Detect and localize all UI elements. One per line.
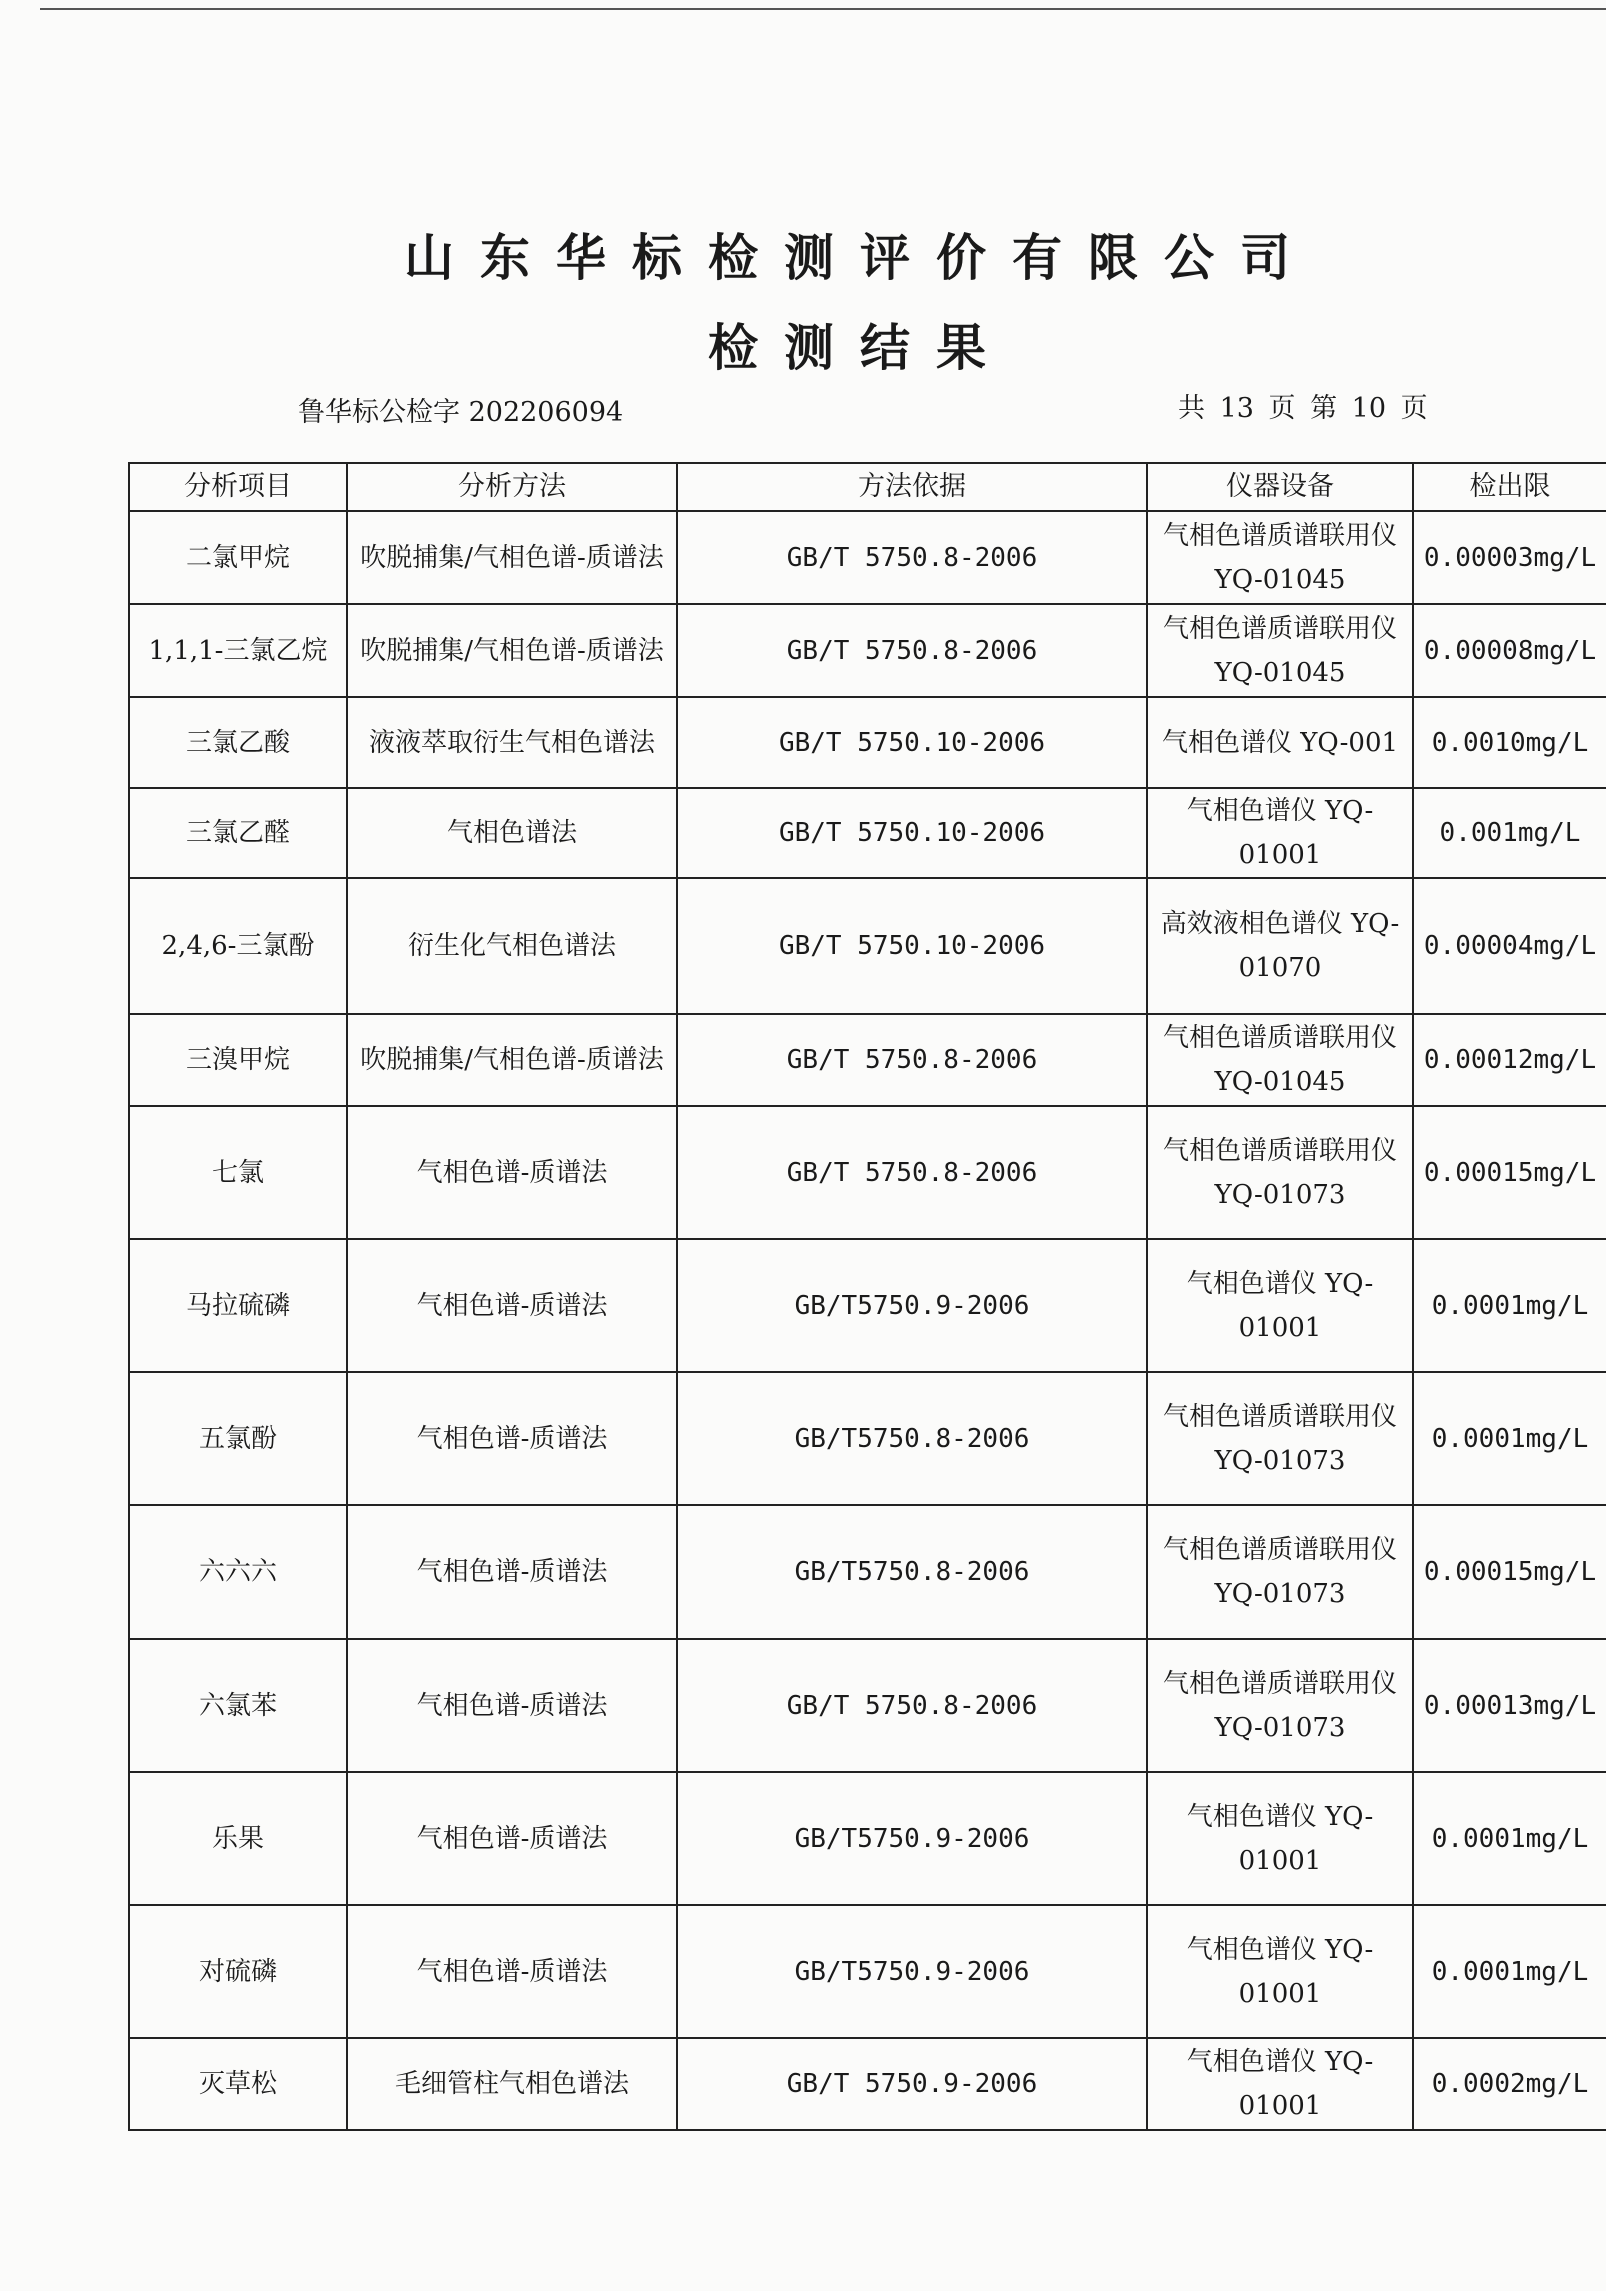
cell-instrument: 气相色谱仪 YQ-01001 — [1147, 2038, 1413, 2130]
company-name: 山东华标检测评价有限公司 — [404, 229, 1316, 287]
cell-limit: 0.0001mg/L — [1413, 1905, 1606, 2038]
cell-basis: GB/T5750.9-2006 — [677, 1905, 1147, 2038]
cell-basis: GB/T 5750.10-2006 — [677, 878, 1147, 1014]
cell-basis: GB/T 5750.8-2006 — [677, 604, 1147, 697]
cell-instrument: 气相色谱质谱联用仪 YQ-01045 — [1147, 511, 1413, 604]
cell-item: 六六六 — [129, 1505, 347, 1639]
table-row — [129, 1772, 1606, 1905]
cell-item: 灭草松 — [129, 2038, 347, 2130]
cell-method: 毛细管柱气相色谱法 — [347, 2038, 677, 2130]
cell-item: 对硫磷 — [129, 1905, 347, 2038]
cell-limit: 0.0010mg/L — [1413, 697, 1606, 788]
cell-limit: 0.00004mg/L — [1413, 878, 1606, 1014]
cell-method: 吹脱捕集/气相色谱-质谱法 — [347, 1014, 677, 1106]
table-row — [129, 511, 1606, 604]
cell-method: 气相色谱-质谱法 — [347, 1505, 677, 1639]
cell-limit: 0.0001mg/L — [1413, 1772, 1606, 1905]
table-row — [129, 1014, 1606, 1106]
table-row — [129, 1639, 1606, 1772]
cell-instrument: 气相色谱仪 YQ-001 — [1147, 697, 1413, 788]
table-row — [129, 1505, 1606, 1639]
cell-method: 气相色谱-质谱法 — [347, 1239, 677, 1372]
cell-instrument: 气相色谱仪 YQ-01001 — [1147, 788, 1413, 878]
cell-limit: 0.0001mg/L — [1413, 1239, 1606, 1372]
cell-item: 三溴甲烷 — [129, 1014, 347, 1106]
cell-item: 乐果 — [129, 1772, 347, 1905]
cell-method: 吹脱捕集/气相色谱-质谱法 — [347, 604, 677, 697]
cell-basis: GB/T 5750.8-2006 — [677, 1014, 1147, 1106]
table-row — [129, 788, 1606, 878]
cell-method: 吹脱捕集/气相色谱-质谱法 — [347, 511, 677, 604]
cell-method: 气相色谱-质谱法 — [347, 1372, 677, 1505]
cell-item: 1,1,1-三氯乙烷 — [129, 604, 347, 697]
column-header-instrument: 仪器设备 — [1147, 463, 1413, 511]
cell-instrument: 气相色谱仪 YQ-01001 — [1147, 1239, 1413, 1372]
cell-instrument: 高效液相色谱仪 YQ-01070 — [1147, 878, 1413, 1014]
table-row — [129, 878, 1606, 1014]
cell-limit: 0.00013mg/L — [1413, 1639, 1606, 1772]
cell-instrument: 气相色谱仪 YQ-01001 — [1147, 1772, 1413, 1905]
cell-instrument: 气相色谱质谱联用仪 YQ-01073 — [1147, 1106, 1413, 1239]
cell-method: 气相色谱-质谱法 — [347, 1639, 677, 1772]
cell-item: 二氯甲烷 — [129, 511, 347, 604]
cell-basis: GB/T 5750.9-2006 — [677, 2038, 1147, 2130]
cell-limit: 0.00015mg/L — [1413, 1505, 1606, 1639]
table-row — [129, 1239, 1606, 1372]
cell-item: 马拉硫磷 — [129, 1239, 347, 1372]
cell-basis: GB/T5750.9-2006 — [677, 1772, 1147, 1905]
table-header-row — [129, 463, 1606, 511]
top-border-line — [40, 8, 1606, 10]
cell-item: 六氯苯 — [129, 1639, 347, 1772]
cell-method: 衍生化气相色谱法 — [347, 878, 677, 1014]
cell-limit: 0.001mg/L — [1413, 788, 1606, 878]
table-row — [129, 2038, 1606, 2130]
table-body — [129, 511, 1606, 2130]
document-title: 检测结果 — [708, 319, 1012, 377]
cell-method: 液液萃取衍生气相色谱法 — [347, 697, 677, 788]
cell-item: 三氯乙酸 — [129, 697, 347, 788]
table-row — [129, 604, 1606, 697]
column-header-item: 分析项目 — [129, 463, 347, 511]
cell-limit: 0.00003mg/L — [1413, 511, 1606, 604]
table-row — [129, 697, 1606, 788]
cell-basis: GB/T 5750.8-2006 — [677, 511, 1147, 604]
report-number: 鲁华标公检字 202206094 — [298, 397, 624, 428]
cell-basis: GB/T5750.9-2006 — [677, 1239, 1147, 1372]
cell-instrument: 气相色谱质谱联用仪 YQ-01073 — [1147, 1372, 1413, 1505]
table-row — [129, 1372, 1606, 1505]
cell-basis: GB/T 5750.8-2006 — [677, 1639, 1147, 1772]
column-header-method: 分析方法 — [347, 463, 677, 511]
cell-instrument: 气相色谱质谱联用仪 YQ-01073 — [1147, 1505, 1413, 1639]
cell-instrument: 气相色谱仪 YQ-01001 — [1147, 1905, 1413, 2038]
cell-instrument: 气相色谱质谱联用仪 YQ-01045 — [1147, 1014, 1413, 1106]
cell-item: 2,4,6-三氯酚 — [129, 878, 347, 1014]
cell-method: 气相色谱-质谱法 — [347, 1772, 677, 1905]
cell-item: 五氯酚 — [129, 1372, 347, 1505]
cell-basis: GB/T 5750.10-2006 — [677, 697, 1147, 788]
table-row — [129, 1905, 1606, 2038]
cell-item: 七氯 — [129, 1106, 347, 1239]
table-row — [129, 1106, 1606, 1239]
column-header-basis: 方法依据 — [677, 463, 1147, 511]
cell-basis: GB/T5750.8-2006 — [677, 1505, 1147, 1639]
cell-limit: 0.00015mg/L — [1413, 1106, 1606, 1239]
cell-method: 气相色谱-质谱法 — [347, 1106, 677, 1239]
cell-instrument: 气相色谱质谱联用仪 YQ-01045 — [1147, 604, 1413, 697]
cell-basis: GB/T 5750.10-2006 — [677, 788, 1147, 878]
results-table — [128, 462, 1606, 2131]
cell-instrument: 气相色谱质谱联用仪 YQ-01073 — [1147, 1639, 1413, 1772]
cell-item: 三氯乙醛 — [129, 788, 347, 878]
cell-method: 气相色谱-质谱法 — [347, 1905, 677, 2038]
column-header-limit: 检出限 — [1413, 463, 1606, 511]
page-info: 共 13 页 第 10 页 — [1178, 393, 1428, 424]
cell-basis: GB/T 5750.8-2006 — [677, 1106, 1147, 1239]
cell-limit: 0.0001mg/L — [1413, 1372, 1606, 1505]
cell-limit: 0.0002mg/L — [1413, 2038, 1606, 2130]
cell-basis: GB/T5750.8-2006 — [677, 1372, 1147, 1505]
cell-limit: 0.00012mg/L — [1413, 1014, 1606, 1106]
cell-limit: 0.00008mg/L — [1413, 604, 1606, 697]
cell-method: 气相色谱法 — [347, 788, 677, 878]
